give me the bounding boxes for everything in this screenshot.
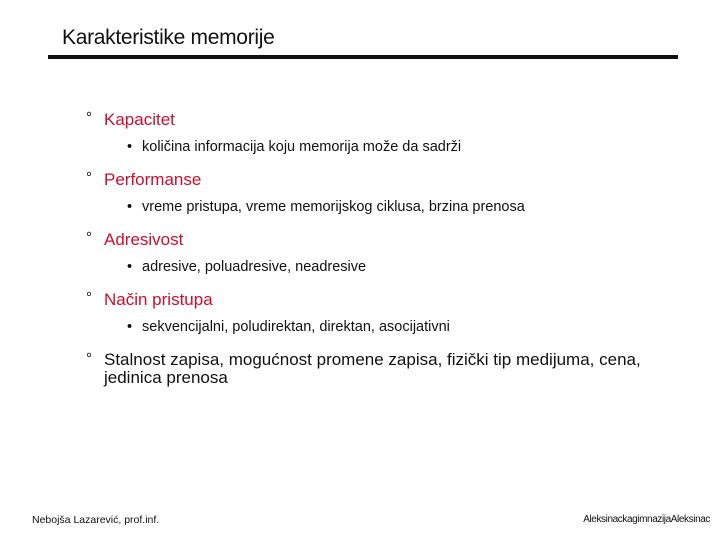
bullet-label: Adresivost (104, 230, 184, 249)
sub-bullet-dot-icon: • (127, 319, 133, 335)
footer-author: Nebojša Lazarević, prof.inf. (32, 514, 160, 526)
bullet-label: Kapacitet (104, 110, 175, 129)
bullet-label: Stalnost zapisa, mogućnost promene zapisa, fizički tip medijuma, cena, jedinica prenosa (104, 350, 641, 387)
degree-bullet-icon: ° (86, 350, 92, 367)
slide-title: Karakteristike memorije (62, 26, 275, 49)
sub-bullet-dot-icon: • (127, 139, 133, 155)
sub-bullet-dot-icon: • (127, 199, 133, 215)
sub-bullet-text: adresive, poluadresive, neadresive (142, 259, 367, 275)
degree-bullet-icon: ° (86, 109, 92, 126)
title-underline (48, 55, 678, 59)
footer-school: AleksinackagimnazijaAleksinac (583, 514, 710, 525)
sub-bullet-text: količina informacija koju memorija može da sadrži (142, 139, 462, 155)
bullet-label: Način pristupa (104, 290, 213, 309)
degree-bullet-icon: ° (86, 289, 92, 306)
degree-bullet-icon: ° (86, 169, 92, 186)
sub-bullet-dot-icon: • (127, 259, 133, 275)
degree-bullet-icon: ° (86, 229, 92, 246)
sub-bullet-text: sekvencijalni, poludirektan, direktan, asocijativni (142, 319, 450, 335)
sub-bullet-text: vreme pristupa, vreme memorijskog ciklusa, brzina prenosa (142, 199, 525, 215)
bullet-label: Performanse (104, 170, 202, 189)
